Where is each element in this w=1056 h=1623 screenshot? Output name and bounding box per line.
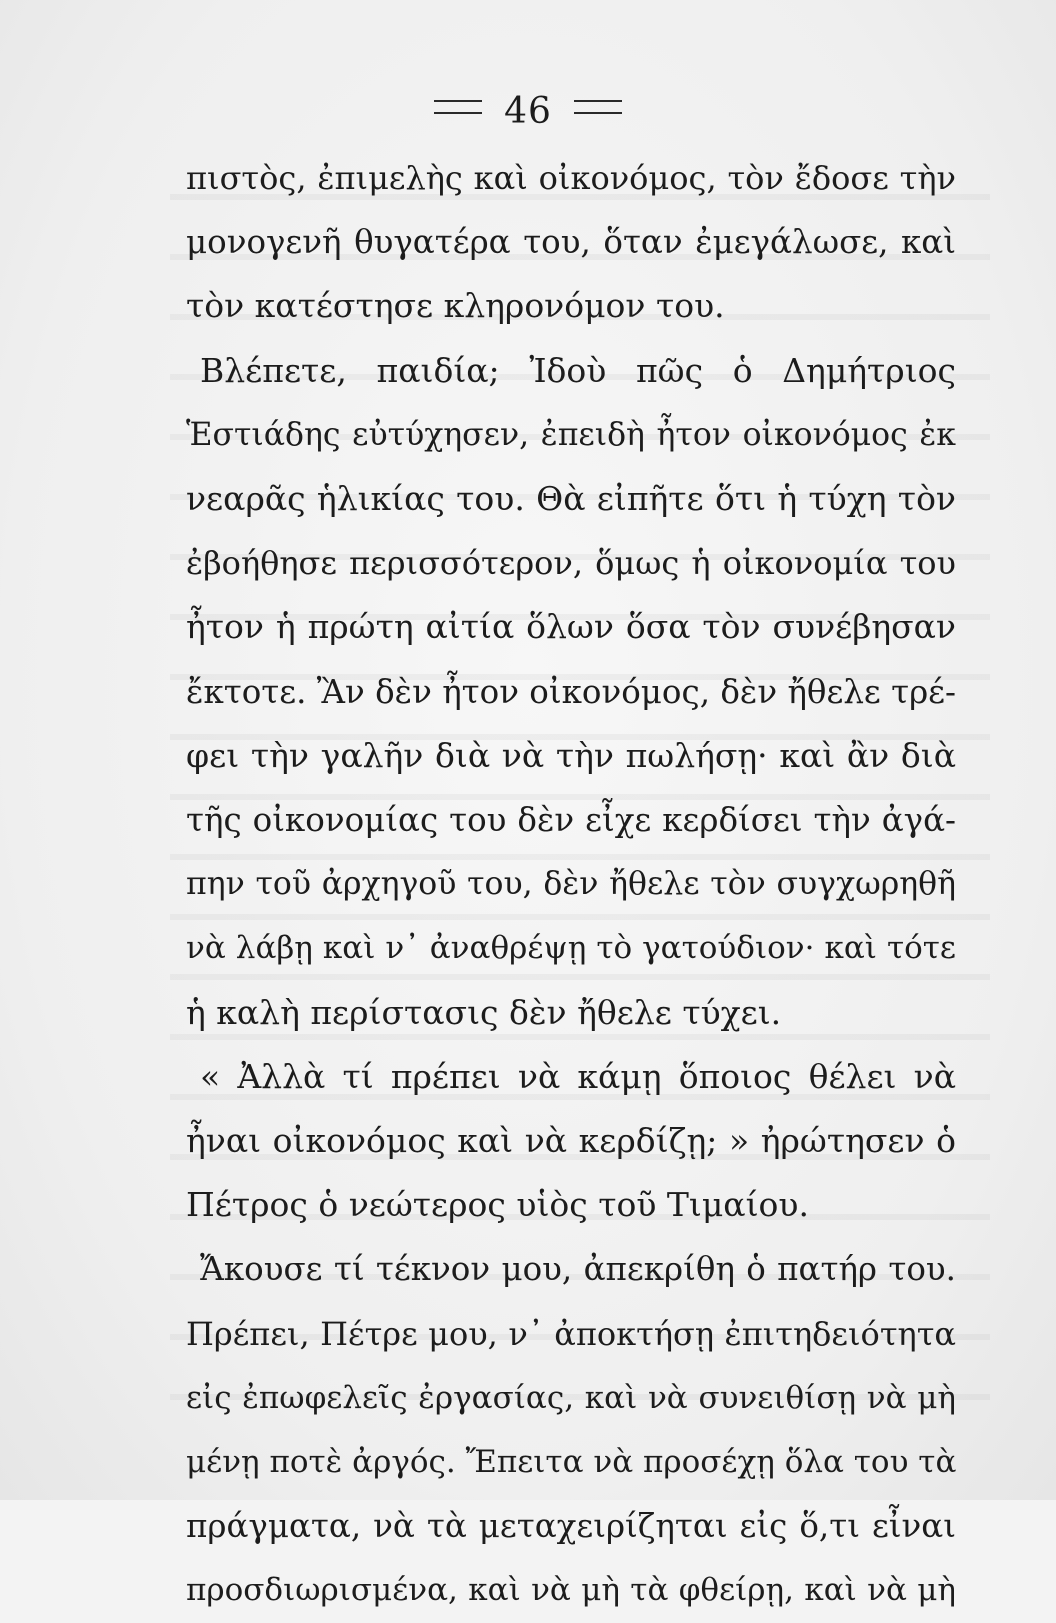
text-line: « Ἀλλὰ τί πρέπει νὰ κάμῃ ὅποιος θέλει νὰ xyxy=(200,1056,956,1096)
left-double-rule xyxy=(434,100,482,114)
text-line: Βλέπετε, παιδία; Ἰδοὺ πῶς ὁ Δημήτριος xyxy=(200,350,956,390)
page-number: 46 xyxy=(504,90,552,132)
text-line: ἡ καλὴ περίστασις δὲν ἤθελε τύχει. xyxy=(186,992,782,1032)
right-double-rule xyxy=(574,100,622,114)
text-line: νεαρᾶς ἡλικίας του. Θὰ εἰπῆτε ὅτι ἡ τύχη τὸν xyxy=(186,479,956,519)
text-line: Ἄκουσε τί τέκνον μου, ἀπεκρίθη ὁ πατήρ του. xyxy=(200,1250,956,1289)
text-line: Ἑστιάδης εὐτύχησεν, ἐπειδὴ ἦτον οἰκονόμος ἐκ xyxy=(186,416,956,453)
text-line: ἐβοήθησε περισσότερον, ὅμως ἡ οἰκονομία του xyxy=(186,544,956,583)
text-line: πιστὸς, ἐπιμελὴς καὶ οἰκονόμος, τὸν ἔδοσε τὴν xyxy=(186,159,956,197)
text-line: εἰς ἐπωφελεῖς ἐργασίας, καὶ νὰ συνειθίσῃ νὰ μὴ xyxy=(186,1379,956,1416)
body-text xyxy=(186,146,956,1623)
page-header xyxy=(0,88,1056,132)
text-line: προσδιωρισμένα, καὶ νὰ μὴ τὰ φθείρῃ, καὶ νὰ μὴ xyxy=(186,1572,956,1609)
text-line: τῆς οἰκονομίας του δὲν εἶχε κερδίσει τὴν ἀγά- xyxy=(186,801,956,840)
text-line: φει τὴν γαλῆν διὰ νὰ τὴν πωλήσῃ· καὶ ἂν διὰ xyxy=(186,735,956,775)
text-line: ἔκτοτε. Ἂν δὲν ἦτον οἰκονόμος, δὲν ἤθελε τρέ- xyxy=(186,672,957,711)
text-line: Πρέπει, Πέτρε μου, ν᾽ ἀποκτήσῃ ἐπιτηδειότητα xyxy=(186,1314,956,1353)
text-line: μένῃ ποτὲ ἀργός. Ἔπειτα νὰ προσέχῃ ὅλα του τὰ xyxy=(186,1444,957,1481)
text-line: πην τοῦ ἀρχηγοῦ του, δὲν ἤθελε τὸν συγχωρηθῆ xyxy=(186,866,956,903)
text-line: νὰ λάβῃ καὶ ν᾽ ἀναθρέψῃ τὸ γατούδιον· καὶ τότε xyxy=(186,930,956,967)
text-line: ἦναι οἰκονόμος καὶ νὰ κερδίζῃ; » ἠρώτησεν ὁ xyxy=(186,1121,956,1161)
text-line: ἦτον ἡ πρώτη αἰτία ὅλων ὅσα τὸν συνέβησαν xyxy=(186,607,956,647)
text-line: μονογενῆ θυγατέρα του, ὅταν ἐμεγάλωσε, καὶ xyxy=(186,223,956,262)
text-line: τὸν κατέστησε κληρονόμον του. xyxy=(186,286,725,326)
text-line: πράγματα, νὰ τὰ μεταχειρίζηται εἰς ὅ,τι εἶναι xyxy=(186,1507,956,1546)
text-line: Πέτρος ὁ νεώτερος υἱὸς τοῦ Τιμαίου. xyxy=(186,1185,809,1225)
